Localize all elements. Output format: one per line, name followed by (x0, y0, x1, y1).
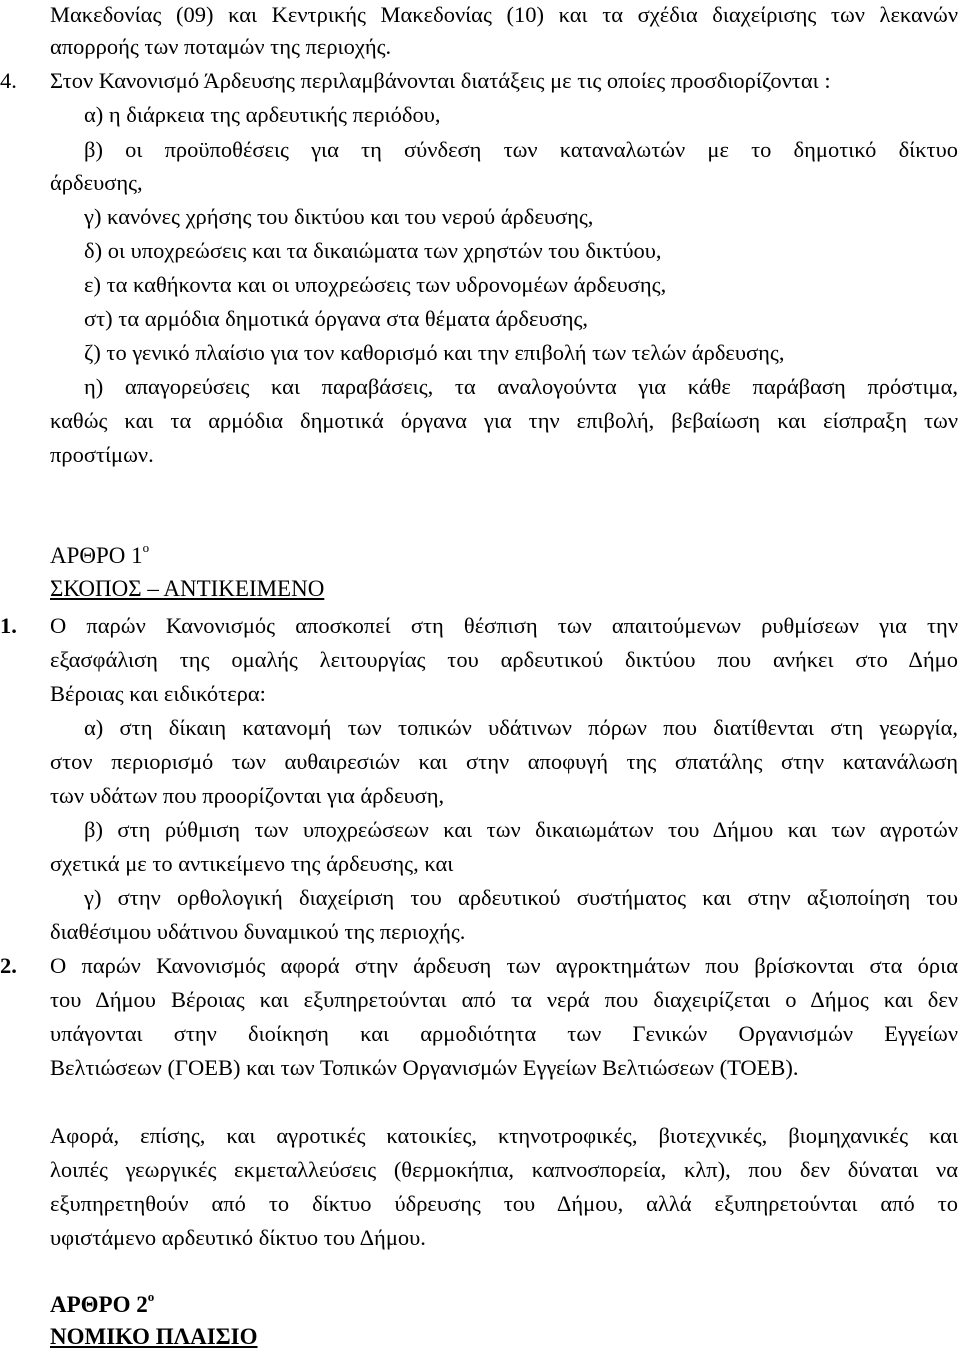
article-1-p2-text: Ο παρών Κανονισμός αφορά στην άρδευση των αγροκτημάτων που βρίσκονται στα όρια (50, 953, 958, 978)
point-4-item-z: ζ) το γενικό πλαίσιο για τον καθορισμό και την επιβολή των τελών άρδευσης, (84, 340, 785, 365)
article-1-p1-item-a: α) στη δίκαιη κατανομή των τοπικών υδάτινων πόρων που διατίθενται στη γεωργία, (84, 715, 958, 740)
article-1-p1-line-3: Βέροιας και ειδικότερα: (50, 681, 266, 706)
article-1-p3-line-3: εξυπηρετηθούν από το δίκτυο ύδρευσης του Δήμου, αλλά εξυπηρετούνται από το (50, 1191, 958, 1216)
article-2-subheading: ΝΟΜΙΚΟ ΠΛΑΙΣΙΟ (50, 1324, 258, 1349)
point-4-item-b: β) οι προϋποθέσεις για τη σύνδεση των καταναλωτών με το δημοτικό δίκτυο (84, 137, 958, 162)
article-1-p1-item-b-cont: σχετικά με το αντικείμενο της άρδευσης, και (50, 851, 454, 876)
article-2-heading (50, 1290, 154, 1320)
point-4-item-h-cont: καθώς και τα αρμόδια δημοτικά όργανα για την επιβολή, βεβαίωση και είσπραξη των (50, 408, 958, 433)
point-4-item-c: γ) κανόνες χρήσης του δικτύου και του νερού άρδευσης, (84, 204, 594, 229)
article-1-p2-line-4: Βελτιώσεων (ΓΟΕΒ) και των Τοπικών Οργανισμών Εγγείων Βελτιώσεων (ΤΟΕΒ). (50, 1055, 799, 1080)
point-4-text: Στον Κανονισμό Άρδευσης περιλαμβάνονται διατάξεις με τις οποίες προσδιορίζονται : (50, 68, 831, 93)
article-1-p1-item-b: β) στη ρύθμιση των υποχρεώσεων και των δικαιωμάτων του Δήμου και των αγροτών (84, 817, 958, 842)
article-1-p1-item-c: γ) στην ορθολογική διαχείριση του αρδευτικού συστήματος και στην αξιοποίηση του (84, 885, 958, 910)
article-1-subheading: ΣΚΟΠΟΣ – ΑΝΤΙΚΕΙΜΕΝΟ (50, 576, 325, 601)
article-1-p1-item-a-cont: στον περιορισμό των αυθαιρεσιών και στην αποφυγή της σπατάλης στην κατανάλωση (50, 749, 958, 774)
intro-line-1: Μακεδονίας (09) και Κεντρικής Μακεδονίας (10) και τα σχέδια διαχείρισης των λεκανών (50, 2, 958, 27)
point-4-item-st: στ) τα αρμόδια δημοτικά όργανα στα θέματα άρδευσης, (84, 306, 589, 331)
article-1-heading (50, 541, 149, 571)
article-1-p2-line-2: του Δήμου Βέροιας και εξυπηρετούνται από τα νερά που διαχειρίζεται ο Δήμος και δεν (50, 987, 958, 1012)
article-2-heading-text: ΑΡΘΡΟ 2 (50, 1292, 148, 1317)
intro-line-2: απορροής των ποταμών της περιοχής. (50, 34, 392, 59)
point-4-item-a: α) η διάρκεια της αρδευτικής περιόδου, (84, 102, 441, 127)
article-1-p1-item-a-end: των υδάτων που προορίζονται για άρδευση, (50, 783, 445, 808)
article-1-p2-line-1 (0, 951, 958, 981)
article-2-heading-sup: ο (147, 1289, 155, 1305)
article-1-heading-sup: ο (142, 540, 150, 556)
article-1-p2-line-3: υπάγονται στην διοίκηση και αρμοδιότητα των Γενικών Οργανισμών Εγγείων (50, 1021, 958, 1046)
article-1-p1-line-2: εξασφάλιση της ομαλής λειτουργίας του αρδευτικού δικτύου που ανήκει στο Δήμο (50, 647, 958, 672)
article-1-p1-item-c-cont: διαθέσιμου υδάτινου δυναμικού της περιοχής. (50, 919, 466, 944)
article-1-p1-text: Ο παρών Κανονισμός αποσκοπεί στη θέσπιση των απαιτούμενων ρυθμίσεων για την (50, 613, 958, 638)
point-4-item-h: η) απαγορεύσεις και παραβάσεις, τα αναλογούντα για κάθε παράβαση πρόστιμα, (84, 374, 958, 399)
article-1-p3-line-2: λοιπές γεωργικές εκμεταλλεύσεις (θερμοκήπια, καπνοσπορεία, κλπ), που δεν δύναται να (50, 1157, 958, 1182)
article-1-p1-line-1 (0, 611, 958, 641)
point-4-item-d: δ) οι υποχρεώσεις και τα δικαιώματα των χρηστών του δικτύου, (84, 238, 662, 263)
article-1-p3-line-4: υφιστάμενο αρδευτικό δίκτυο του Δήμου. (50, 1225, 426, 1250)
point-4-item-b-cont: άρδευσης, (50, 170, 143, 195)
article-1-heading-text: ΑΡΘΡΟ 1 (50, 543, 143, 568)
article-1-p2-number: 2. (0, 953, 17, 978)
article-1-p3-line-1: Αφορά, επίσης, και αγροτικές κατοικίες, κτηνοτροφικές, βιοτεχνικές, βιομηχανικές και (50, 1123, 958, 1148)
point-4-item-e: ε) τα καθήκοντα και οι υποχρεώσεις των υδρονομέων άρδευσης, (84, 272, 667, 297)
point-4-number: 4. (0, 68, 17, 93)
point-4-line (0, 66, 831, 96)
point-4-item-h-end: προστίμων. (50, 442, 154, 467)
article-1-p1-number: 1. (0, 613, 17, 638)
